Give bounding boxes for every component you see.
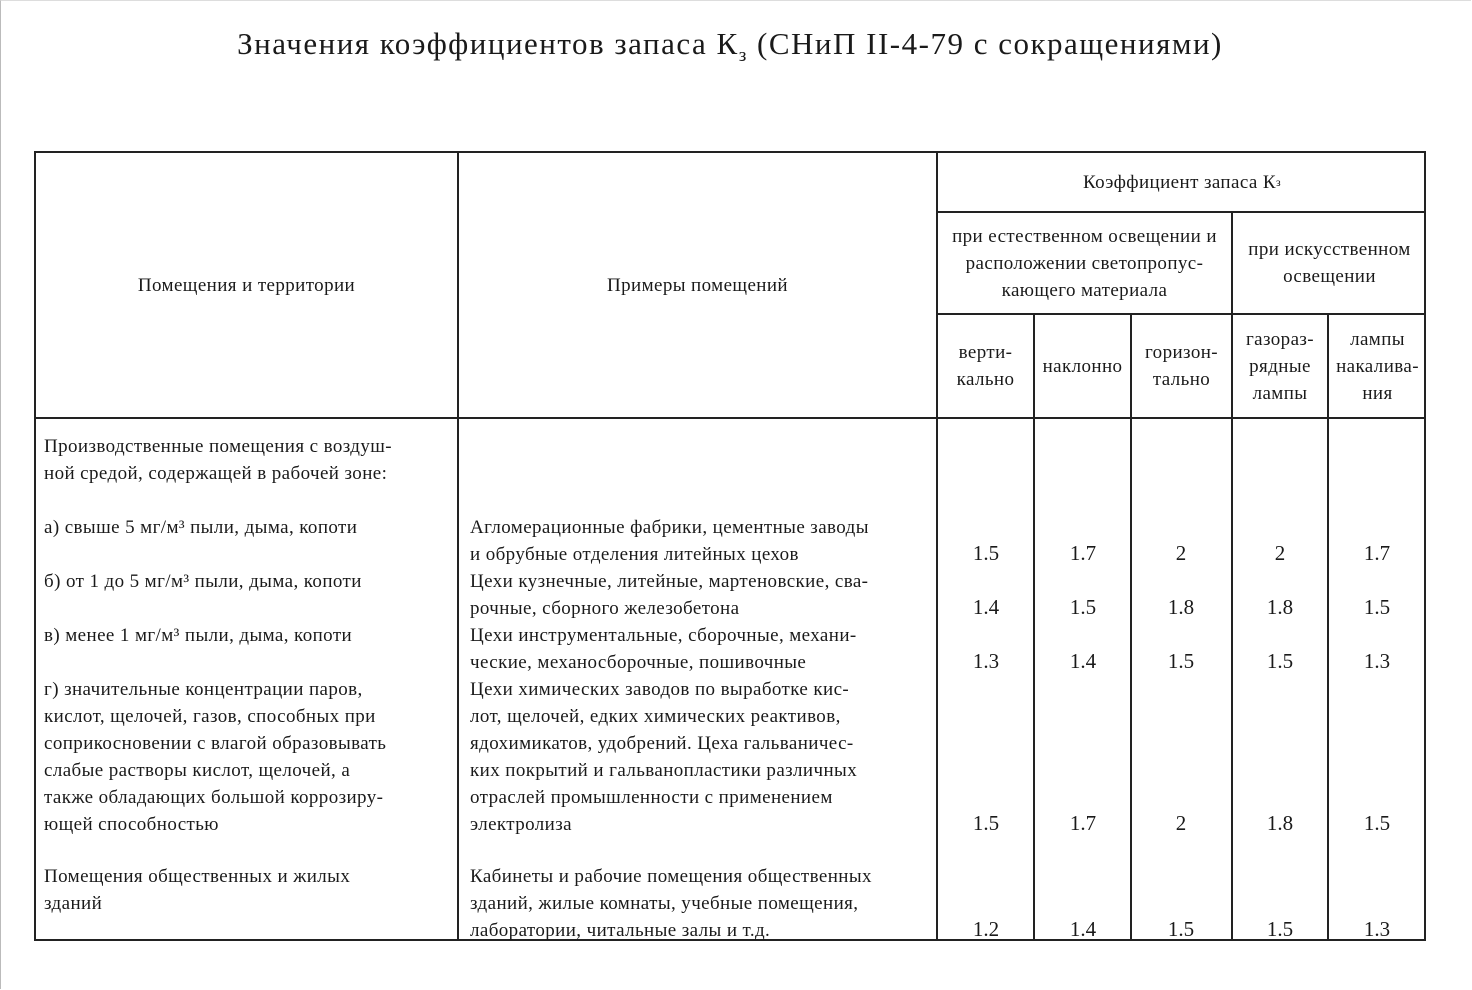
row-c-example: Цехи инструментальные, сборочные, механи- [470,625,857,646]
row-d-room: ющей способностью [44,814,219,835]
row-b-room: б) от 1 до 5 мг/м³ пыли, дыма, копоти [44,571,362,592]
row-b-example: Цехи кузнечные, литейные, мартеновские, сва- [470,571,869,592]
row-d-value: 1.5 [1363,811,1391,835]
row-e-value: 1.5 [1167,917,1195,941]
row-a-example: и обрубные отделения литейных цехов [470,544,799,565]
row-c-value: 1.3 [972,649,1000,673]
row-e-value: 1.4 [1069,917,1097,941]
row-d-example: электролиза [470,814,572,835]
row-d-room: кислот, щелочей, газов, способных при [44,706,376,727]
row-a-value: 1.5 [972,541,1000,565]
row-d-example: отраслей промышленности с применением [470,787,833,808]
row-d-example: ядохимикатов, удобрений. Цеха гальваничес- [470,733,854,754]
row-d-room: соприкосновении с влагой образовывать [44,733,387,754]
row-e-value: 1.2 [972,917,1000,941]
row-a-value: 2 [1274,541,1286,565]
row-c-room: в) менее 1 мг/м³ пыли, дыма, копоти [44,625,353,646]
row-e-example: лаборатории, читальные залы и т.д. [470,920,771,941]
row-c-value: 1.3 [1363,649,1391,673]
intro-line: Производственные помещения с воздуш- [44,436,393,457]
row-a-value: 2 [1175,541,1187,565]
divider-header-body [36,417,1426,419]
row-c-value: 1.5 [1167,649,1195,673]
row-b-value: 1.8 [1167,595,1195,619]
row-b-value: 1.5 [1069,595,1097,619]
row-d-value: 1.7 [1069,811,1097,835]
row-d-example: ких покрытий и гальванопластики различных [470,760,858,781]
row-d-room: также обладающих большой коррозиру- [44,787,384,808]
header-horizontal: горизон- тально [1144,342,1219,390]
row-e-value: 1.3 [1363,917,1391,941]
header-discharge-lamps: газораз- рядные лампы [1245,328,1315,404]
row-b-example: рочные, сборного железобетона [470,598,740,619]
row-a-value: 1.7 [1069,541,1097,565]
row-e-value: 1.5 [1266,917,1294,941]
header-inclined: наклонно [1042,355,1123,377]
row-e-example: Кабинеты и рабочие помещения общественных [470,866,872,887]
row-d-value: 1.8 [1266,811,1294,835]
row-e-room: зданий [44,893,103,914]
header-examples: Примеры помещений [607,274,788,296]
row-c-value: 1.4 [1069,649,1097,673]
intro-line: ной средой, содержащей в рабочей зоне: [44,463,388,484]
header-incandescent-lamps: лампы накалива- ния [1336,328,1419,404]
page-title: Значения коэффициентов запаса $К_з$ (СНиП II-4-79 с сокращениями) [237,26,1223,67]
header-rooms: Помещения и территории [137,274,356,296]
row-a-example: Агломерационные фабрики, цементные заводы [470,517,869,538]
header-vertical: верти- кально [956,342,1015,390]
row-d-room: г) значительные концентрации паров, [44,679,363,700]
row-c-example: ческие, механосборочные, пошивочные [470,652,807,673]
row-e-room: Помещения общественных и жилых [44,866,351,887]
row-c-value: 1.5 [1266,649,1294,673]
row-b-value: 1.8 [1266,595,1294,619]
row-a-room: а) свыше 5 мг/м³ пыли, дыма, копоти [44,517,358,538]
header-coefficient: Коэффициент запаса К з [1082,171,1282,193]
row-e-example: зданий, жилые комнаты, учебные помещения, [470,893,859,914]
row-a-value: 1.7 [1363,541,1391,565]
coefficient-table [34,151,1426,941]
row-d-value: 1.5 [972,811,1000,835]
row-d-example: Цехи химических заводов по выработке кис- [470,679,850,700]
header-natural-light: при естественном освещении и расположении светопропус- кающего материала [952,225,1217,301]
header-artificial-light: при искусственном освещении [1248,239,1411,287]
row-b-value: 1.5 [1363,595,1391,619]
row-d-room: слабые растворы кислот, щелочей, а [44,760,351,781]
row-d-value: 2 [1175,811,1187,835]
row-b-value: 1.4 [972,595,1000,619]
row-d-example: лот, щелочей, едких химических реактивов, [470,706,841,727]
